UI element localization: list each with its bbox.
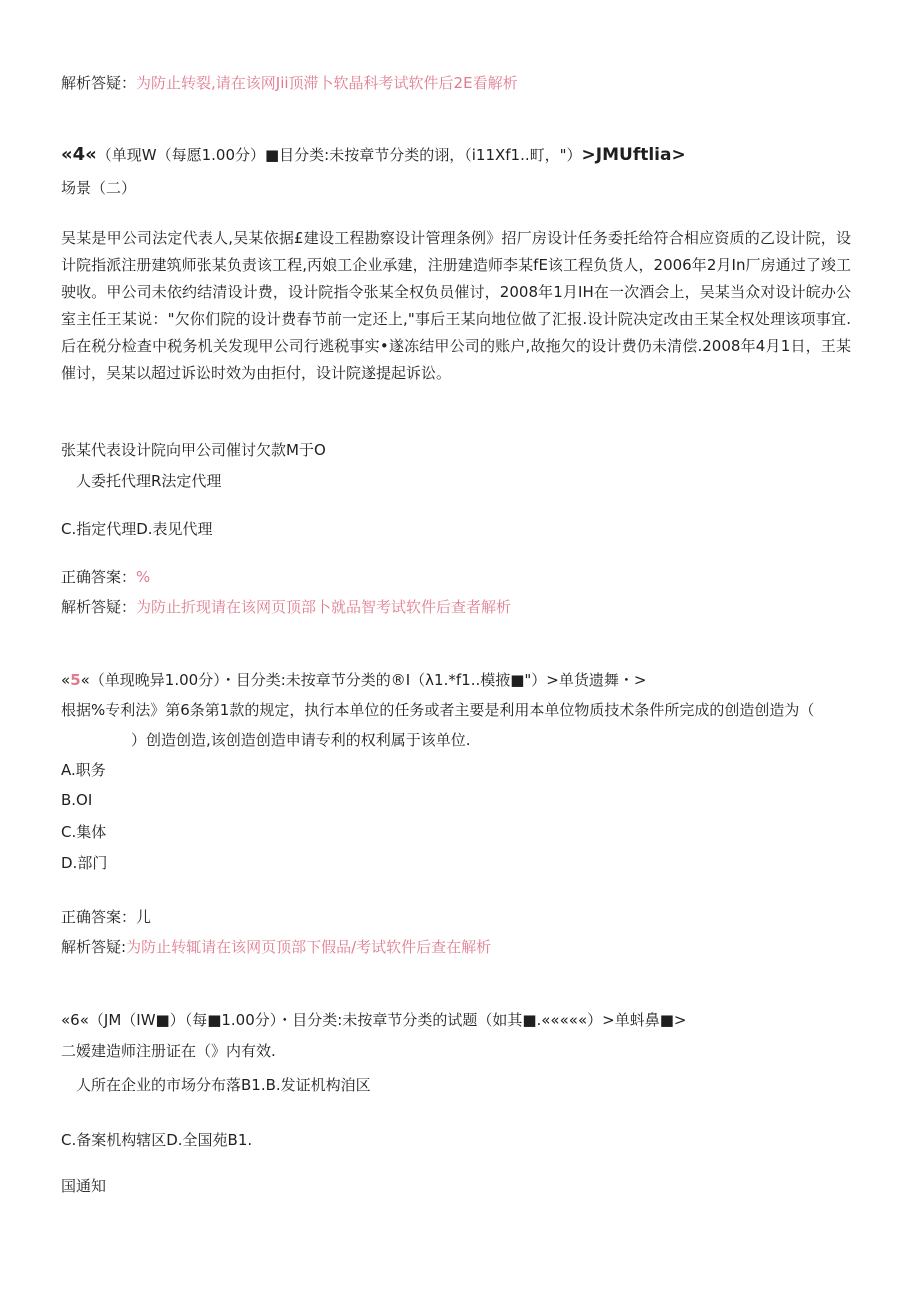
- q4-analysis-row: [61, 600, 511, 615]
- analysis-text: 为防止转裂,请在该网Jii顶滞卜软晶科考试软件后2E看解析: [136, 74, 518, 92]
- q5-option-a: A.职务: [61, 761, 106, 779]
- q5-option-b: B.OI: [61, 791, 93, 809]
- analysis-label: 解析答疑：: [61, 598, 137, 616]
- q5-option-c: C.集体: [61, 823, 107, 841]
- q5-option-d: D.部门: [61, 854, 108, 872]
- analysis-label: 解析答疑：: [61, 74, 137, 92]
- question-number: «4«: [61, 144, 97, 165]
- scene-body: 吴某是甲公司法定代表人,吴某依据£建设工程勘察设计管理条例》招厂房设计任务委托给符合相应资质的乙设计院，设计院指派注册建筑师张某负责该工程,丙娘工企业承建，注册建造师李某fE该工程负货人，2006年2月In厂房通过了竣工驶收。甲公司未依约结清设计费，设计院指令张某全权负员催讨，2008年1月IH在一次酒会上，吴某当众对设计皖办公室主任王某说："欠你们院的设计费春节前一定还上,"事后王某向地位做了汇报.设计院决定改由王某全权处理该项事宜.后在税分检查中税务机关发现甲公司行逃税事实•遂冻结甲公司的账户,故拖欠的设计费仍未清偿.2008年4月1日，王某催讨，吴某以超过诉讼时效为由拒付，设计院遂提起诉讼。: [61, 229, 851, 382]
- q6-header: «6«（JM（IW■）（每■1.00分）・目分类:未按章节分类的试题（如其■.«««««）>单蚪鼻■>: [61, 1011, 687, 1029]
- analysis-text: 为防止转辄请在该网页顶部下假品/考试软件后查在解析: [126, 938, 492, 956]
- question-number: 5: [70, 671, 81, 689]
- analysis-text: 为防止折现请在该网页顶部卜就品智考试软件后查者解析: [136, 598, 512, 616]
- q6-options-ab: 人所在企业的市场分布落B1.B.发证机构洎区: [76, 1076, 371, 1094]
- q5-answer-row: [61, 910, 151, 925]
- question-prefix: «: [61, 671, 71, 689]
- q6-options-cd: C.备案机构辖区D.全国苑B1.: [61, 1131, 253, 1149]
- page-footer-text: 国通知: [61, 1177, 107, 1195]
- q6-question: 二嫒建造师注册证在（》内有效.: [61, 1042, 276, 1060]
- answer-value: 儿: [136, 908, 152, 926]
- answer-label: 正确答案：: [61, 568, 137, 586]
- q3-analysis-row: [61, 76, 518, 91]
- answer-label: 正确答案：: [61, 908, 137, 926]
- question-meta: （单现W（每愿1.00分）■目分类:未按章节分类的诩，（i11Xf1..町，"）: [96, 146, 582, 164]
- question-meta-tail: >JMUftlia>: [581, 145, 686, 165]
- analysis-label: 解析答疑:: [61, 938, 127, 956]
- q4-answer-row: [61, 570, 150, 585]
- q5-analysis-row: [61, 940, 491, 955]
- q5-header: [61, 673, 646, 688]
- q5-body-line1: 根据%专利法》第6条第1款的规定，执行本单位的任务或者主要是利用本单位物质技术条件所完成的创造创造为（: [61, 701, 815, 719]
- q4-options-ab: 人委托代理R法定代理: [76, 472, 222, 490]
- q4-options-cd: C.指定代理D.表见代理: [61, 520, 213, 538]
- scene-title: 场景（二）: [61, 179, 137, 197]
- q4-question: 张某代表设计院向甲公司催讨欠款M于O: [61, 441, 326, 459]
- question-meta: «（单现晚异1.00分）・目分类:未按章节分类的®I（λ1.*f1..模掖■"）>单货遗舞・>: [80, 671, 647, 689]
- answer-value: %: [136, 568, 151, 586]
- q5-body-line2: ）创造创造,该创造创造申请专利的权利属于该单位.: [131, 731, 471, 749]
- q4-header: [61, 146, 686, 164]
